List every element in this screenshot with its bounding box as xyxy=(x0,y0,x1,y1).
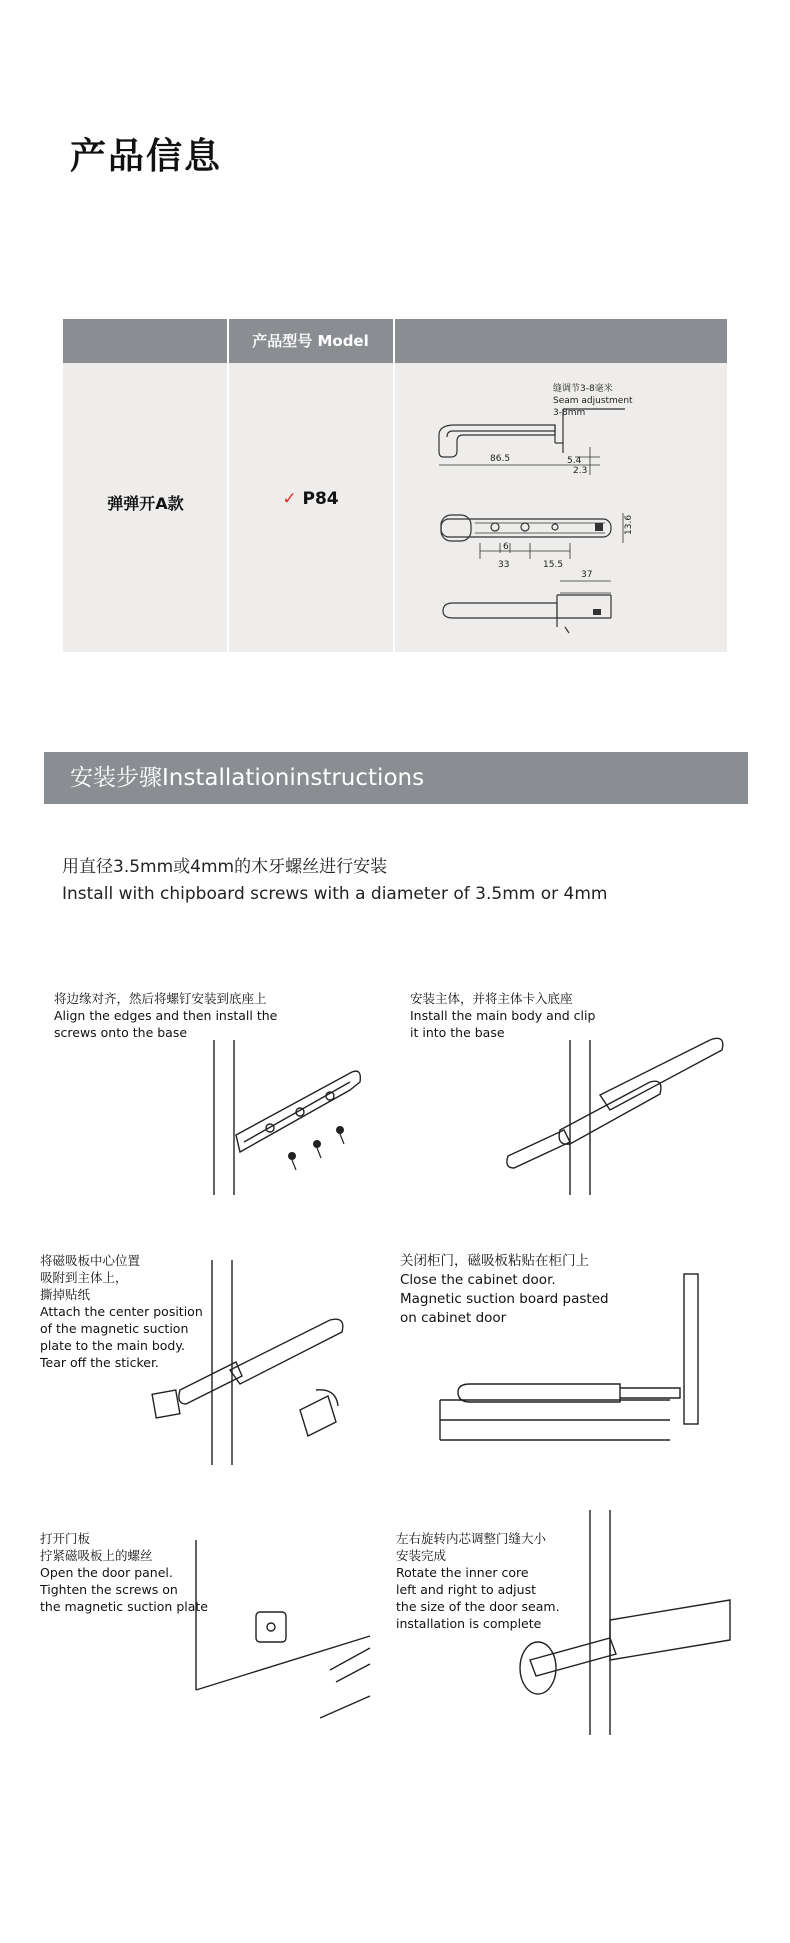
step-3-text: 将磁吸板中心位置 吸附到主体上， 撕掉贴纸 Attach the center position of the magnetic suction plate to the main body. Tear off the sticker. xyxy=(40,1253,203,1370)
dim-label: 15.5 xyxy=(543,560,564,570)
intro-cn: 用直径3.5mm或4mm的木牙螺丝进行安装 xyxy=(62,857,388,877)
table-row xyxy=(63,363,727,652)
check-icon: ✓ xyxy=(282,489,297,509)
table-header xyxy=(63,319,727,363)
product-table xyxy=(63,319,727,652)
step-6-illustration xyxy=(510,1510,740,1740)
step-5-illustration xyxy=(190,1540,380,1730)
step-3-illustration xyxy=(140,1260,360,1470)
dim-label: 33 xyxy=(498,560,510,570)
intro-en: Install with chipboard screws with a diameter of 3.5mm or 4mm xyxy=(62,884,608,904)
seam-note-en: Seam adjustment xyxy=(553,396,633,406)
step-6-text: 左右旋转内芯调整门缝大小 安装完成 Rotate the inner core left and right to adjust the size of the door seam. installation is complete xyxy=(396,1531,560,1631)
row-model xyxy=(228,489,393,509)
step-2-illustration xyxy=(500,1030,730,1200)
dim-label: 13.6 xyxy=(624,514,634,535)
dimension-drawing xyxy=(395,363,727,652)
section-title: 安装步骤Installationinstructions xyxy=(70,765,425,791)
dim-label: 37 xyxy=(581,570,593,580)
step-1-illustration xyxy=(200,1030,380,1200)
row-name: 弹弹开A款 xyxy=(107,494,184,513)
seam-note-cn: 缝调节3-8毫米 xyxy=(553,384,613,394)
dim-label: 5.4 xyxy=(567,456,582,466)
step-5-text: 打开门板 拧紧磁吸板上的螺丝 Open the door panel. Tighten the screws on the magnetic suction plate xyxy=(40,1531,208,1614)
step-2-text: 安装主体，并将主体卡入底座 Install the main body and clip it into the base xyxy=(410,991,596,1040)
dim-label: 6 xyxy=(503,542,509,552)
step-4-illustration xyxy=(430,1270,720,1460)
model-code: P84 xyxy=(302,489,339,509)
header-model: 产品型号 Model xyxy=(252,332,369,350)
step-4-text: 关闭柜门，磁吸板粘贴在柜门上 Close the cabinet door. Magnetic suction board pasted on cabinet door xyxy=(400,1253,609,1326)
dim-label: 86.5 xyxy=(490,454,511,464)
dim-label: 2.3 xyxy=(573,466,588,476)
section-banner xyxy=(44,752,748,804)
page-title: 产品信息 xyxy=(70,136,223,177)
step-1-text: 将边缘对齐，然后将螺钉安装到底座上 Align the edges and then install the screws onto the base xyxy=(54,991,278,1040)
seam-note-mm: 3-8mm xyxy=(553,408,586,418)
